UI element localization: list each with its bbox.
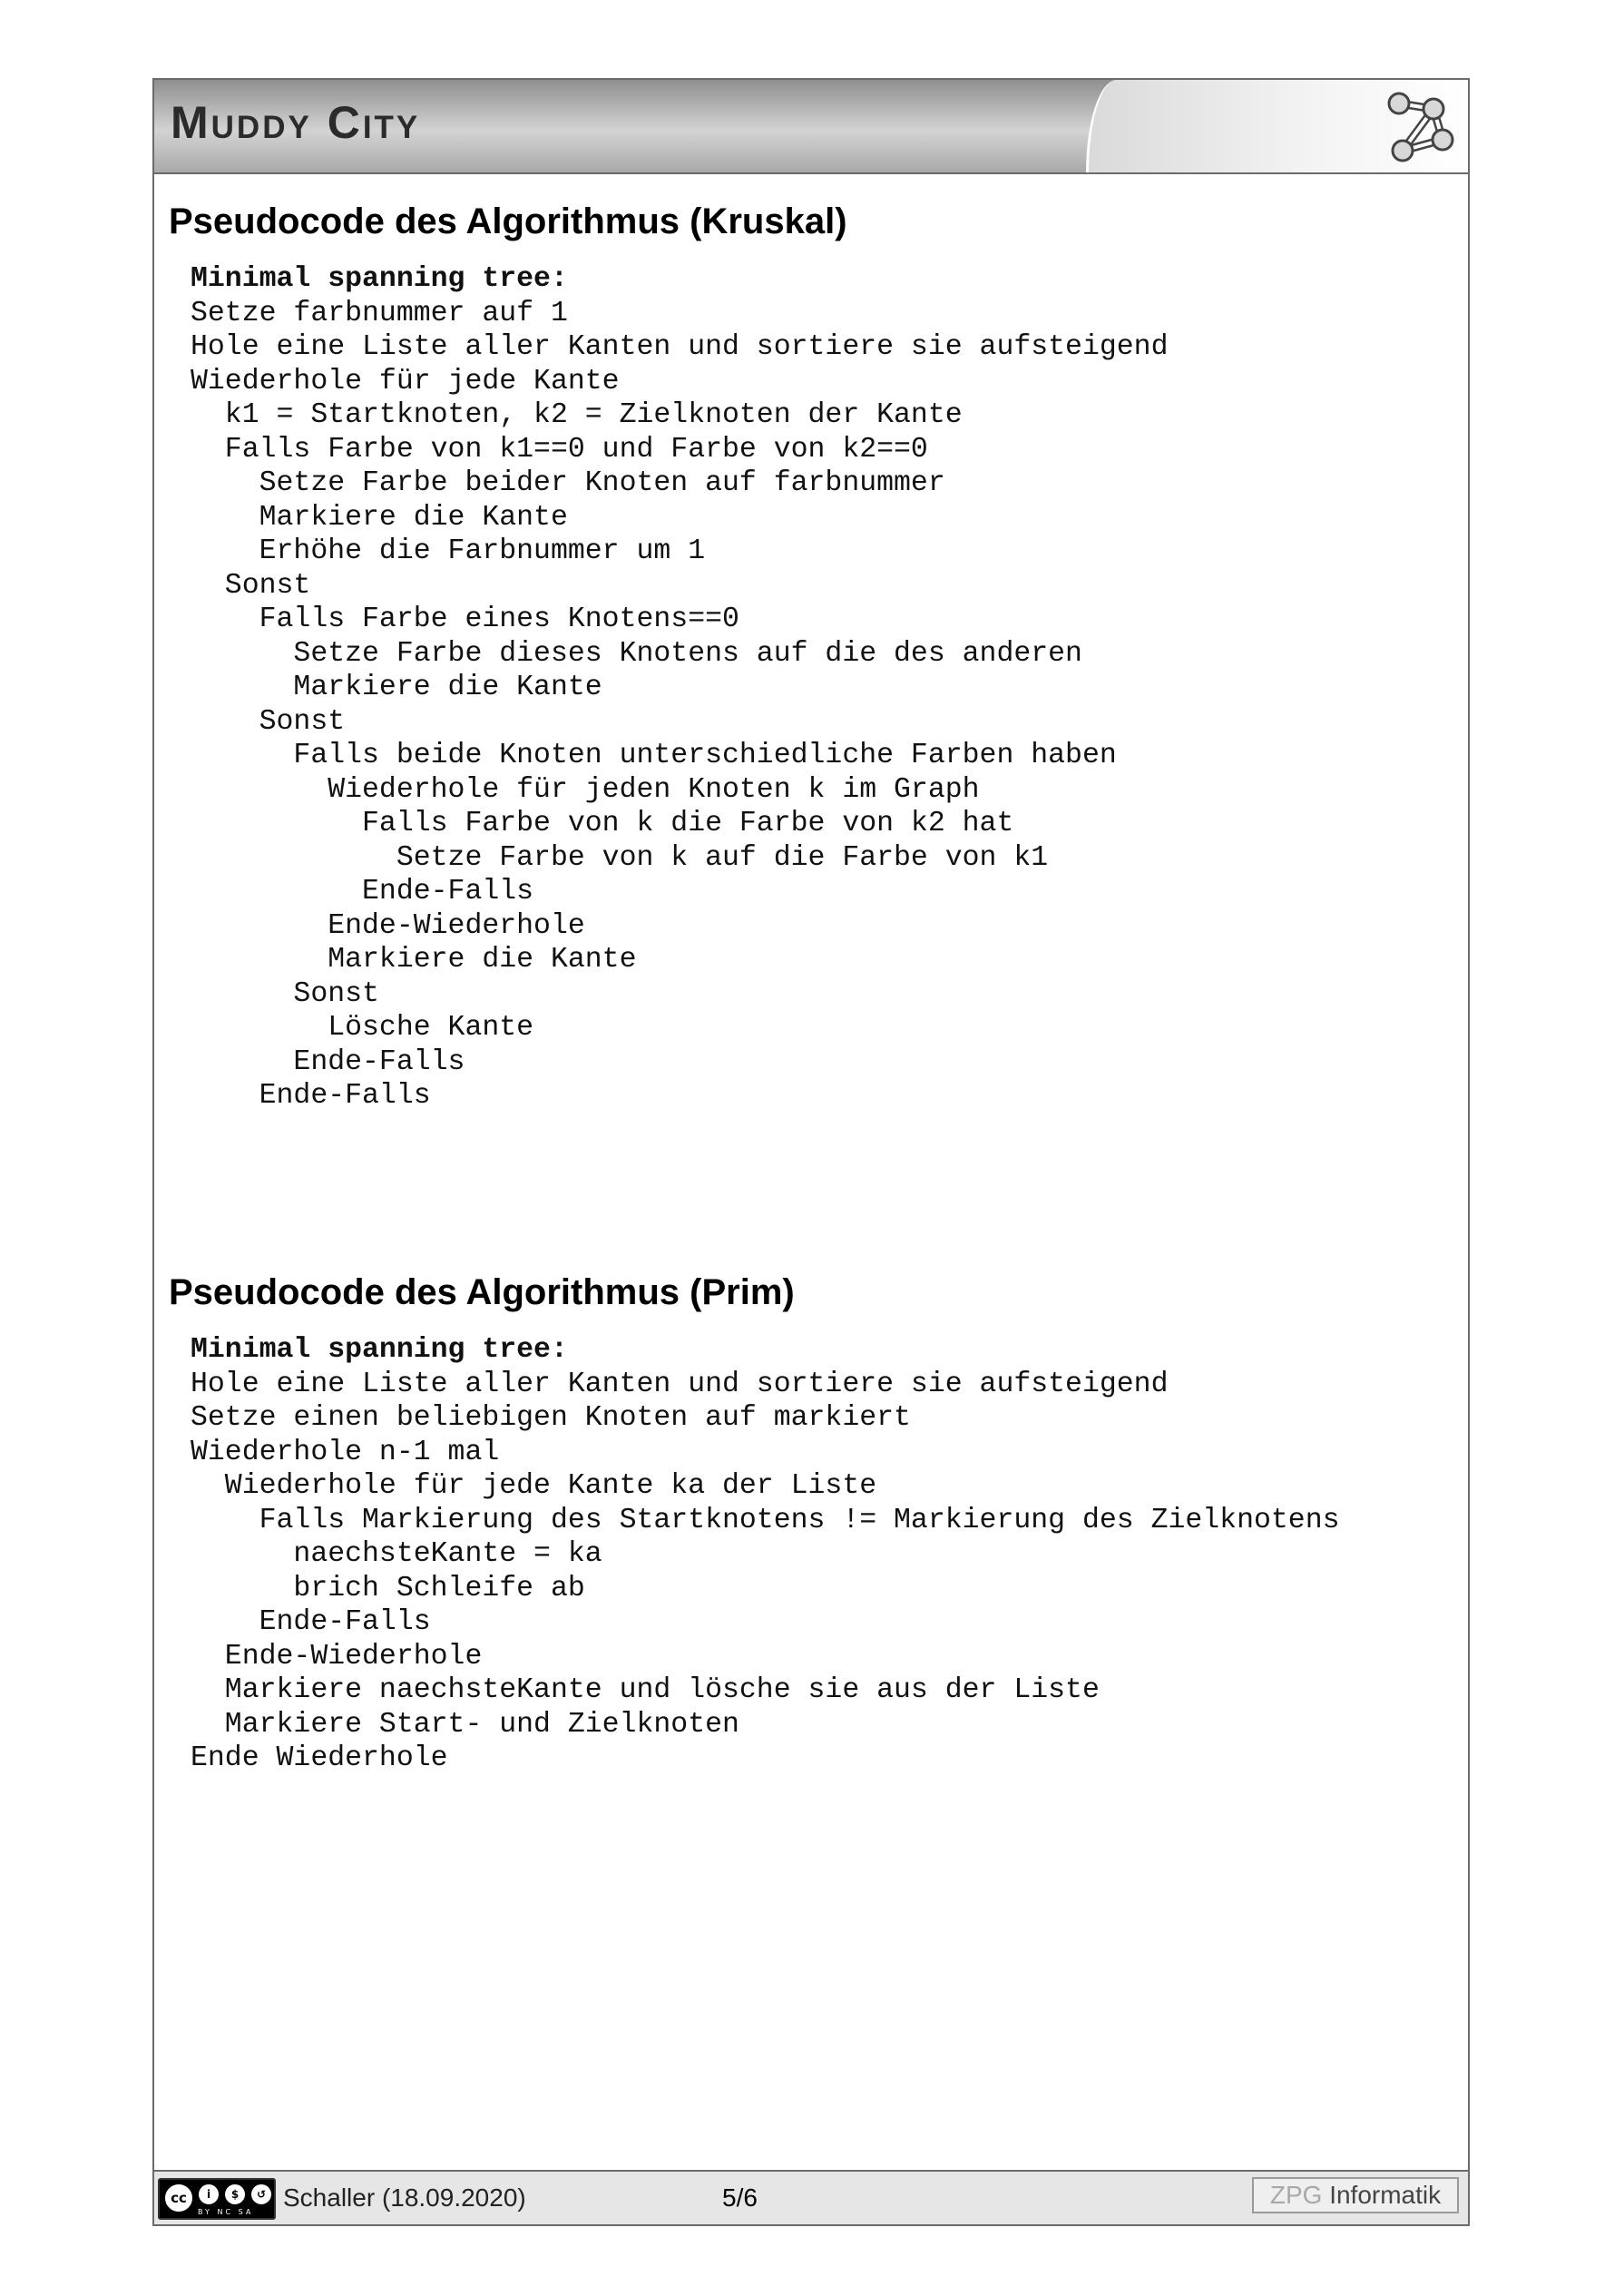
code-line: Wiederhole n-1 mal xyxy=(191,1436,500,1468)
page-number: 5/6 xyxy=(722,2183,758,2212)
code-line: Markiere naechsteKante und lösche sie aus der Liste xyxy=(191,1674,1100,1706)
code-line: Erhöhe die Farbnummer um 1 xyxy=(191,535,706,567)
code-line: Lösche Kante xyxy=(191,1012,534,1044)
code-line: Markiere die Kante xyxy=(191,944,637,976)
page-footer xyxy=(154,2170,1468,2224)
code-line: Setze Farbe von k auf die Farbe von k1 xyxy=(191,841,1049,874)
prim-pseudocode xyxy=(191,1333,1340,1776)
prim-section-title: Pseudocode des Algorithmus (Prim) xyxy=(169,1272,795,1312)
cc-icon: cc xyxy=(163,2183,194,2213)
code-line: Ende-Falls xyxy=(191,1080,431,1112)
code-line: Setze Farbe dieses Knotens auf die des anderen xyxy=(191,637,1082,670)
kruskal-pseudocode xyxy=(191,262,1168,1114)
by-icon: i xyxy=(197,2183,220,2206)
code-line: Markiere die Kante xyxy=(191,672,602,703)
code-line: Wiederhole für jeden Knoten k im Graph xyxy=(191,773,980,806)
graph-logo-icon xyxy=(1377,85,1459,169)
license-tags: BY NC SA xyxy=(198,2208,254,2216)
code-line: Falls beide Knoten unterschiedliche Farben haben xyxy=(191,740,1117,771)
code-line: Markiere die Kante xyxy=(191,501,568,534)
code-line: Falls Markierung des Startknotens != Markierung des Zielknotens xyxy=(191,1504,1340,1536)
kruskal-section-title: Pseudocode des Algorithmus (Kruskal) xyxy=(169,201,847,241)
footer-author: Schaller (18.09.2020) xyxy=(283,2183,526,2212)
code-line: Falls Farbe von k1==0 und Farbe von k2==0 xyxy=(191,433,928,466)
page-header xyxy=(154,80,1468,174)
sa-icon: ↺ xyxy=(249,2183,273,2206)
brand-suffix: Informatik xyxy=(1322,2181,1442,2209)
code-line: Falls Farbe eines Knotens==0 xyxy=(191,603,739,635)
code-line: Setze farbnummer auf 1 xyxy=(191,297,568,329)
code-line: Minimal spanning tree: xyxy=(191,263,568,295)
code-line: brich Schleife ab xyxy=(191,1572,585,1604)
code-line: Wiederhole für jede Kante ka der Liste xyxy=(191,1470,877,1502)
code-line: Sonst xyxy=(191,569,311,602)
code-line: Ende-Falls xyxy=(191,1045,465,1078)
code-line: Ende Wiederhole xyxy=(191,1742,448,1774)
nc-icon: $ xyxy=(223,2183,247,2206)
brand-box xyxy=(1252,2177,1459,2213)
brand-prefix: ZPG xyxy=(1269,2181,1323,2209)
code-line: Wiederhole für jede Kante xyxy=(191,365,620,397)
code-line: naechsteKante = ka xyxy=(191,1538,602,1570)
code-line: Ende-Wiederhole xyxy=(191,909,585,942)
code-line: Hole eine Liste aller Kanten und sortiere sie aufsteigend xyxy=(191,1368,1169,1400)
code-line: k1 = Startknoten, k2 = Zielknoten der Kante xyxy=(191,399,963,431)
page-title: Muddy City xyxy=(171,97,421,148)
code-line: Setze einen beliebigen Knoten auf markiert xyxy=(191,1402,911,1434)
code-line: Markiere Start- und Zielknoten xyxy=(191,1708,739,1741)
code-line: Setze Farbe beider Knoten auf farbnummer xyxy=(191,467,945,499)
code-line: Ende-Falls xyxy=(191,876,534,908)
code-line: Minimal spanning tree: xyxy=(191,1334,568,1366)
code-line: Ende-Wiederhole xyxy=(191,1640,483,1673)
code-line: Falls Farbe von k die Farbe von k2 hat xyxy=(191,808,1014,839)
code-line: Ende-Falls xyxy=(191,1606,431,1638)
creative-commons-license-badge xyxy=(158,2178,276,2220)
code-line: Sonst xyxy=(191,705,346,738)
code-line: Sonst xyxy=(191,977,379,1010)
code-line: Hole eine Liste aller Kanten und sortiere sie aufsteigend xyxy=(191,331,1169,363)
